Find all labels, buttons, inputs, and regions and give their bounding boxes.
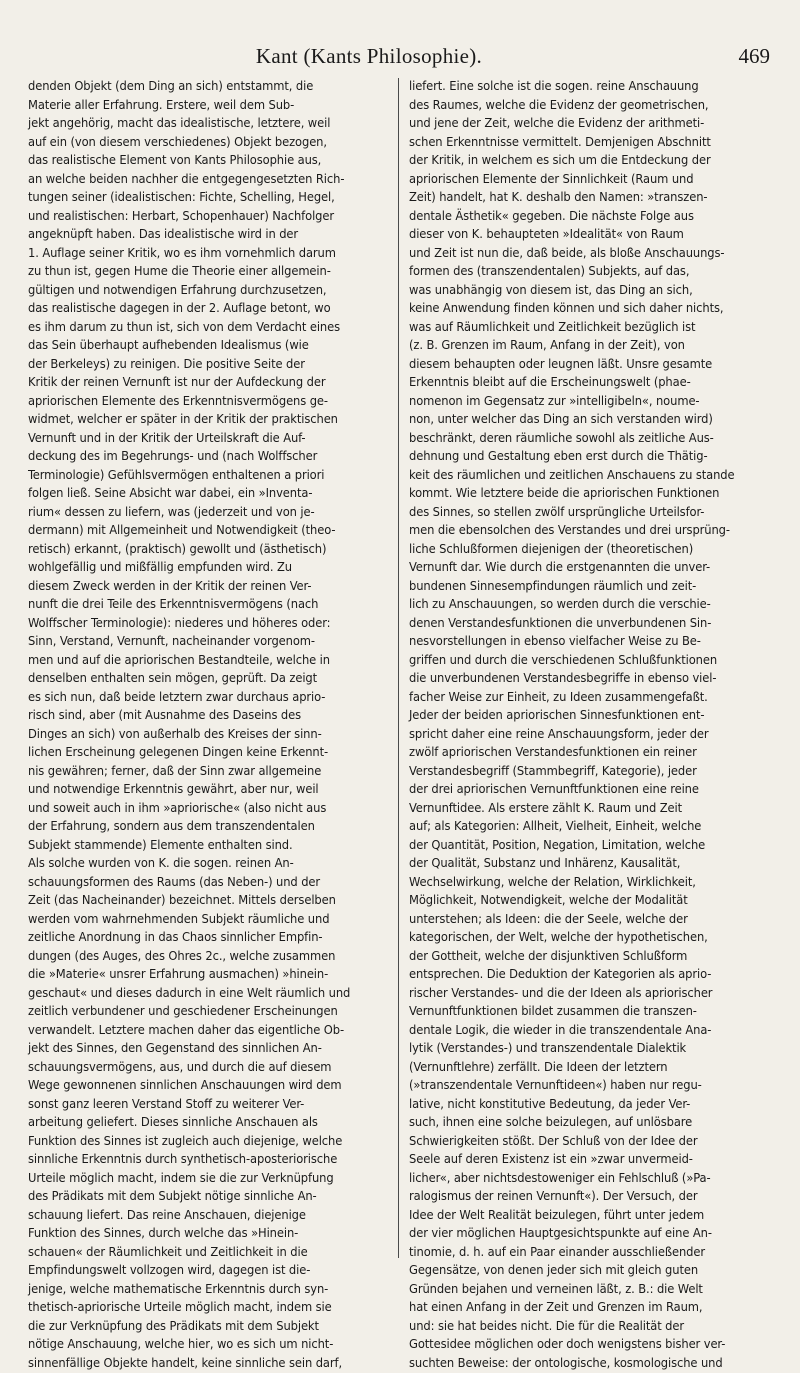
text-line: verwandelt. Letztere machen daher das eigentliche Ob- [28,1022,388,1041]
text-line: nunft die drei Teile des Erkenntnisvermögens (nach [28,596,388,615]
text-line: non, unter welcher das Ding an sich verstanden wird) [409,411,769,430]
text-line: Idee der Welt Realität beizulegen, führt unter jedem [409,1207,769,1226]
text-line: Vernunftidee. Als erstere zählt K. Raum und Zeit [409,800,769,819]
text-line: zeitlich verbundener und geschiedener Erscheinungen [28,1003,388,1022]
text-line: hat einen Anfang in der Zeit und Grenzen im Raum, [409,1299,769,1318]
text-line: Seele auf deren Existenz ist ein »zwar unvermeid- [409,1151,769,1170]
text-line: dieser von K. behaupteten »Idealität« von Raum [409,226,769,245]
text-line: und soweit auch in ihm »apriorische« (also nicht aus [28,800,388,819]
text-line: Zeit (das Nacheinander) bezeichnet. Mittels derselben [28,892,388,911]
text-line: Gründen bejahen und verneinen läßt, z. B.: die Welt [409,1281,769,1300]
text-line: geschaut« und dieses dadurch in eine Welt räumlich und [28,985,388,1004]
text-line: nötige Anschauung, welche hier, wo es sich um nicht- [28,1336,388,1355]
column-rule [398,78,399,1258]
text-line: widmet, welcher er später in der Kritik der praktischen [28,411,388,430]
page-header [28,40,770,74]
text-line: die unverbundenen Verstandesbegriffe in ebenso viel- [409,670,769,689]
text-line: liefert. Eine solche ist die sogen. reine Anschauung [409,78,769,97]
text-line: nis gewähren; ferner, daß der Sinn zwar allgemeine [28,763,388,782]
text-line: der Qualität, Substanz und Inhärenz, Kausalität, [409,855,769,874]
text-line: lytik (Verstandes-) und transzendentale Dialektik [409,1040,769,1059]
text-line: facher Weise zur Einheit, zu Ideen zusammengefaßt. [409,689,769,708]
text-line: und Zeit ist nun die, daß beide, als bloße Anschauungs- [409,245,769,264]
text-line: nomenon im Gegensatz zur »intelligibeln«, noume- [409,393,769,412]
text-line: men und auf die apriorischen Bestandteile, welche in [28,652,388,671]
text-line: der Berkeleys) zu reinigen. Die positive Seite der [28,356,388,375]
text-line: thetisch-apriorische Urteile möglich macht, indem sie [28,1299,388,1318]
text-line: liche Schlußformen diejenigen der (theoretischen) [409,541,769,560]
text-line: die »Materie« unsrer Erfahrung ausmachen) »hinein- [28,966,388,985]
text-line: Funktion des Sinnes ist zugleich auch diejenige, welche [28,1133,388,1152]
text-line: schauungsvermögens, aus, und durch die auf diesem [28,1059,388,1078]
text-line: zwölf apriorischen Verstandesfunktionen ein reiner [409,744,769,763]
text-line: Sinn, Verstand, Vernunft, nacheinander vorgenom- [28,633,388,652]
text-line: sinnliche Erkenntnis durch synthetisch-aposteriorische [28,1151,388,1170]
text-line: und jene der Zeit, welche die Evidenz der arithmeti- [409,115,769,134]
text-line: risch sind, aber (mit Ausnahme des Daseins des [28,707,388,726]
text-line: schauen« der Räumlichkeit und Zeitlichkeit in die [28,1244,388,1263]
text-line: 1. Auflage seiner Kritik, wo es ihm vornehmlich darum [28,245,388,264]
text-line: angeknüpft haben. Das idealistische wird in der [28,226,388,245]
text-line: spricht daher eine reine Anschauungsform, jeder der [409,726,769,745]
text-line: dentale Ästhetik« gegeben. Die nächste Folge aus [409,208,769,227]
text-line: des Raumes, welche die Evidenz der geometrischen, [409,97,769,116]
text-line: Möglichkeit, Notwendigkeit, welche der Modalität [409,892,769,911]
text-line: entsprechen. Die Deduktion der Kategorien als aprio- [409,966,769,985]
text-line: (z. B. Grenzen im Raum, Anfang in der Zeit), von [409,337,769,356]
text-line: (Vernunftlehre) zerfällt. Die Ideen der letztern [409,1059,769,1078]
text-line: jenige, welche mathematische Erkenntnis durch syn- [28,1281,388,1300]
text-line: lative, nicht konstitutive Bedeutung, da jeder Ver- [409,1096,769,1115]
text-line: dungen (des Auges, des Ohres 2c., welche zusammen [28,948,388,967]
text-line: der vier möglichen Hauptgesichtspunkte auf eine An- [409,1225,769,1244]
text-line: Jeder der beiden apriorischen Sinnesfunktionen ent- [409,707,769,726]
text-line: das realistische Element von Kants Philosophie aus, [28,152,388,171]
text-line: such, ihnen eine solche beizulegen, auf unlösbare [409,1114,769,1133]
text-line: Funktion des Sinnes, durch welche das »Hinein- [28,1225,388,1244]
text-line: retisch) erkannt, (praktisch) gewollt und (ästhetisch) [28,541,388,560]
text-line: Vernunft und in der Kritik der Urteilskraft die Auf- [28,430,388,449]
text-line: apriorischen Elemente des Erkenntnisvermögens ge- [28,393,388,412]
text-line: nesvorstellungen in ebenso vielfacher Weise zu Be- [409,633,769,652]
text-line: dentale Logik, die wieder in die transzendentale Ana- [409,1022,769,1041]
text-line: denden Objekt (dem Ding an sich) entstammt, die [28,78,388,97]
text-line: das Sein überhaupt aufhebenden Idealismus (wie [28,337,388,356]
text-line: diesem Zweck werden in der Kritik der reinen Ver- [28,578,388,597]
text-line: keit des räumlichen und zeitlichen Anschauens zu stande [409,467,769,486]
text-line: der drei apriorischen Vernunftfunktionen eine reine [409,781,769,800]
text-line: gültigen und notwendigen Erfahrung durchzusetzen, [28,282,388,301]
text-line: Materie aller Erfahrung. Erstere, weil dem Sub- [28,97,388,116]
text-line: zeitliche Anordnung in das Chaos sinnlicher Empfin- [28,929,388,948]
text-line: jekt des Sinnes, den Gegenstand des sinnlichen An- [28,1040,388,1059]
text-line: auf ein (von diesem verschiedenes) Objekt bezogen, [28,134,388,153]
text-line: sonst ganz leeren Verstand Stoff zu weiterer Ver- [28,1096,388,1115]
text-line: lich zu Anschauungen, so werden durch die verschie- [409,596,769,615]
text-line: Schwierigkeiten stößt. Der Schluß von der Idee der [409,1133,769,1152]
text-line: das realistische dagegen in der 2. Auflage betont, wo [28,300,388,319]
text-line: kategorischen, der Welt, welche der hypothetischen, [409,929,769,948]
text-line: Dinges an sich) von außerhalb des Kreises der sinn- [28,726,388,745]
text-line: auf; als Kategorien: Allheit, Vielheit, Einheit, welche [409,818,769,837]
text-line: sinnenfällige Objekte handelt, keine sinnliche sein darf, [28,1355,388,1373]
text-line: der Kritik, in welchem es sich um die Entdeckung der [409,152,769,171]
text-line: schen Erkenntnisse vermittelt. Demjenigen Abschnitt [409,134,769,153]
text-line: Wege gewonnenen sinnlichen Anschauungen wird dem [28,1077,388,1096]
text-line: Wolffscher Terminologie): niederes und höheres oder: [28,615,388,634]
text-line: apriorischen Elemente der Sinnlichkeit (Raum und [409,171,769,190]
text-line: denselben enthalten sein mögen, geprüft. Da zeigt [28,670,388,689]
text-line: folgen ließ. Seine Absicht war dabei, ein »Inventa- [28,485,388,504]
text-line: es ihm darum zu thun ist, sich von dem Verdacht eines [28,319,388,338]
text-line: die zur Verknüpfung des Prädikats mit dem Subjekt [28,1318,388,1337]
text-line: formen des (transzendentalen) Subjekts, auf das, [409,263,769,282]
text-line: suchten Beweise: der ontologische, kosmologische und [409,1355,769,1373]
text-line: der Erfahrung, sondern aus dem transzendentalen [28,818,388,837]
page-number: 469 [739,44,771,69]
text-line: Zeit) handelt, hat K. deshalb den Namen: »transzen- [409,189,769,208]
text-line: Terminologie) Gefühlsvermögen enthaltenen a priori [28,467,388,486]
text-line: arbeitung geliefert. Dieses sinnliche Anschauen als [28,1114,388,1133]
text-columns [28,78,770,1258]
text-line: (»transzendentale Vernunftideen«) haben nur regu- [409,1077,769,1096]
text-line: ralogismus der reinen Vernunft«). Der Versuch, der [409,1188,769,1207]
text-line: Gottesidee möglichen oder doch wenigstens bisher ver- [409,1336,769,1355]
text-line: der Quantität, Position, Negation, Limitation, welche [409,837,769,856]
text-line: dehnung und Gestaltung eben erst durch die Thätig- [409,448,769,467]
text-line: men die ebensolchen des Verstandes und drei ursprüng- [409,522,769,541]
running-head: Kant (Kants Philosophie). [28,44,710,69]
text-line: beschränkt, deren räumliche sowohl als zeitliche Aus- [409,430,769,449]
text-line: schauungsformen des Raums (das Neben-) und der [28,874,388,893]
text-line: Empfindungswelt vollzogen wird, dagegen ist die- [28,1262,388,1281]
text-line: was auf Räumlichkeit und Zeitlichkeit bezüglich ist [409,319,769,338]
text-line: jekt angehörig, macht das idealistische, letztere, weil [28,115,388,134]
text-line: unterstehen; als Ideen: die der Seele, welche der [409,911,769,930]
text-line: Erkenntnis bleibt auf die Erscheinungswelt (phae- [409,374,769,393]
text-line: werden vom wahrnehmenden Subjekt räumliche und [28,911,388,930]
text-line: Urteile möglich macht, indem sie die zur Verknüpfung [28,1170,388,1189]
text-line: bundenen Sinnesempfindungen räumlich und zeit- [409,578,769,597]
text-line: und realistischen: Herbart, Schopenhauer) Nachfolger [28,208,388,227]
text-line: was unabhängig von diesem ist, das Ding an sich, [409,282,769,301]
text-line: diesem behaupten oder leugnen läßt. Unsre gesamte [409,356,769,375]
text-line: kommt. Wie letztere beide die apriorischen Funktionen [409,485,769,504]
text-line: Verstandesbegriff (Stammbegriff, Kategorie), jeder [409,763,769,782]
text-line: des Prädikats mit dem Subjekt nötige sinnliche An- [28,1188,388,1207]
text-line: und: sie hat beides nicht. Die für die Realität der [409,1318,769,1337]
text-line: rium« dessen zu liefern, was (jederzeit und von je- [28,504,388,523]
text-line: Subjekt stammende) Elemente enthalten sind. [28,837,388,856]
text-line: und notwendige Erkenntnis gewährt, aber nur, weil [28,781,388,800]
text-line: deckung des im Begehrungs- und (nach Wolffscher [28,448,388,467]
text-line: an welche beiden nachher die entgegengesetzten Rich- [28,171,388,190]
text-line: der Gottheit, welche der disjunktiven Schlußform [409,948,769,967]
text-line: licher«, aber nichtsdestoweniger ein Fehlschluß (»Pa- [409,1170,769,1189]
text-line: griffen und durch die verschiedenen Schlußfunktionen [409,652,769,671]
text-line: keine Anwendung finden können und sich daher nichts, [409,300,769,319]
text-line: tinomie, d. h. auf ein Paar einander ausschließender [409,1244,769,1263]
text-line: Als solche wurden von K. die sogen. reinen An- [28,855,388,874]
text-line: zu thun ist, gegen Hume die Theorie einer allgemein- [28,263,388,282]
text-line: dermann) mit Allgemeinheit und Notwendigkeit (theo- [28,522,388,541]
text-line: des Sinnes, so stellen zwölf ursprüngliche Urteilsfor- [409,504,769,523]
left-column [28,78,396,1258]
text-line: wohlgefällig und mißfällig empfunden wird. Zu [28,559,388,578]
text-line: Vernunftfunktionen bildet zusammen die transzen- [409,1003,769,1022]
text-line: Gegensätze, von denen jeder sich mit gleich guten [409,1262,769,1281]
text-line: tungen seiner (idealistischen: Fichte, Schelling, Hegel, [28,189,388,208]
right-column [401,78,769,1258]
text-line: Kritik der reinen Vernunft ist nur der Aufdeckung der [28,374,388,393]
text-line: es sich nun, daß beide letztern zwar durchaus aprio- [28,689,388,708]
text-line: denen Verstandesfunktionen die unverbundenen Sin- [409,615,769,634]
text-line: Vernunft dar. Wie durch die erstgenannten die unver- [409,559,769,578]
text-line: rischer Verstandes- und die der Ideen als apriorischer [409,985,769,1004]
text-line: lichen Erscheinung gelegenen Dingen keine Erkennt- [28,744,388,763]
text-line: Wechselwirkung, welche der Relation, Wirklichkeit, [409,874,769,893]
text-line: schauung liefert. Das reine Anschauen, diejenige [28,1207,388,1226]
